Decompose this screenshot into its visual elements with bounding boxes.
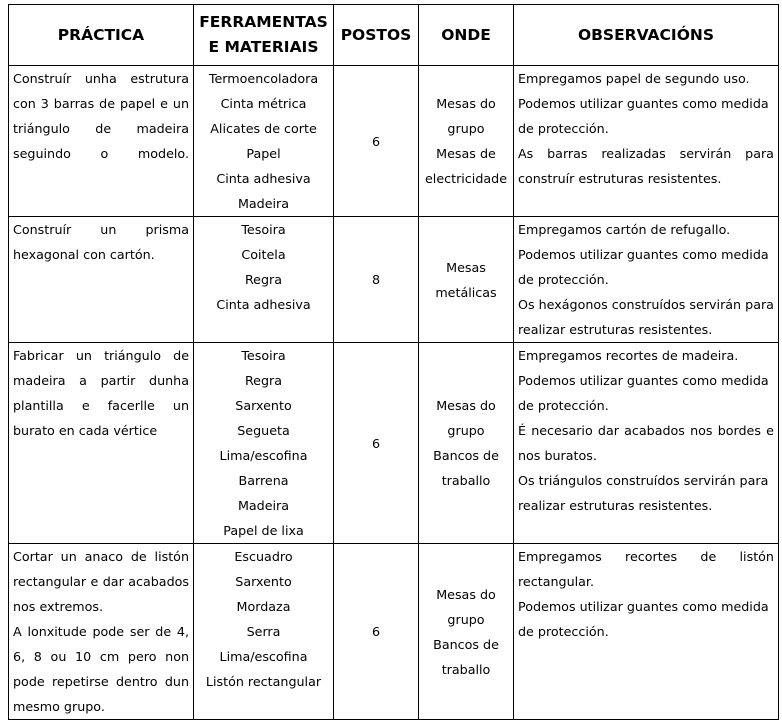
header-ferramentas (194, 5, 334, 66)
onde-line: grupo (447, 423, 485, 438)
ferramenta-item: Termoencoladora (208, 71, 319, 86)
onde-line: grupo (447, 121, 485, 136)
observacion-line: realizar estruturas resistentes. (518, 498, 713, 513)
table-row (9, 217, 779, 343)
onde-line: metálicas (435, 284, 497, 300)
cell-ferramentas (194, 217, 334, 343)
cell-onde (419, 343, 514, 544)
onde-line: Mesas de (436, 146, 496, 161)
table-row (9, 544, 779, 720)
practica-line: plantilla e facerlle un (13, 398, 189, 413)
header-postos: POSTOS (334, 5, 419, 66)
cell-onde (419, 544, 514, 720)
observacion-line: É necesario dar acabados nos bordes e (518, 423, 774, 438)
practica-line: rectangular e dar acabados (13, 574, 189, 589)
onde-line: traballo (441, 661, 491, 677)
cell-practica (9, 217, 194, 343)
ferramenta-item: Escuadro (234, 549, 293, 564)
observacion-line: construír estruturas resistentes. (518, 171, 722, 186)
observacion-line: realizar estruturas resistentes. (518, 322, 713, 337)
cell-postos: 8 (334, 217, 419, 343)
onde-line: Mesas do (436, 96, 496, 111)
practica-line: seguindo o modelo. (13, 146, 189, 161)
ferramenta-item: Lima/escofina (219, 649, 308, 664)
ferramenta-item: Cinta adhesiva (216, 297, 311, 312)
ferramenta-item: Mordaza (236, 599, 291, 614)
ferramenta-item: Segueta (237, 423, 290, 438)
observacion-line: rectangular. (518, 574, 594, 589)
ferramenta-item: Cinta adhesiva (216, 171, 311, 186)
practica-line: madeira a partir dunha (13, 373, 189, 388)
observacion-line: Os hexágonos construídos servirán para (518, 297, 774, 312)
cell-ferramentas (194, 343, 334, 544)
practica-line: Cortar un anaco de listón (13, 549, 189, 564)
cell-practica (9, 343, 194, 544)
cell-onde (419, 66, 514, 217)
ferramenta-item: Serra (246, 624, 281, 639)
cell-onde (419, 217, 514, 343)
practica-line: A lonxitude pode ser de 4, (13, 624, 189, 639)
ferramenta-item: Sarxento (235, 398, 292, 413)
practica-line: pode repetirse dentro dun (13, 674, 189, 689)
ferramenta-item: Madeira (237, 498, 290, 513)
observacion-line: Podemos utilizar guantes como medida (518, 247, 769, 262)
header-practica: PRÁCTICA (9, 5, 194, 66)
observacion-line: de protección. (518, 121, 609, 136)
ferramenta-item: Sarxento (235, 574, 292, 589)
observacion-line: de protección. (518, 624, 609, 639)
practica-line: Construír un prisma (13, 222, 189, 237)
ferramenta-item: Lima/escofina (219, 448, 308, 463)
practica-line: burato en cada vértice (13, 423, 158, 438)
observacion-line: Empregamos recortes de listón (518, 549, 774, 564)
header-ferramentas-line-1: FERRAMENTAS (199, 13, 328, 31)
observacion-line: Os triángulos construídos servirán para (518, 473, 769, 488)
practica-line: Fabricar un triángulo de (13, 348, 189, 363)
page (8, 4, 779, 720)
ferramenta-item: Alicates de corte (210, 121, 317, 136)
observacion-line: As barras realizadas servirán para (518, 146, 774, 161)
ferramenta-item: Papel (246, 146, 281, 161)
cell-postos: 6 (334, 343, 419, 544)
onde-line: Mesas (446, 259, 486, 275)
ferramenta-item: Tesoira (241, 348, 286, 363)
observacion-line: Podemos utilizar guantes como medida (518, 373, 769, 388)
cell-ferramentas (194, 66, 334, 217)
header-row (9, 5, 779, 66)
ferramenta-item: Regra (244, 373, 283, 388)
ferramenta-item: Barrena (238, 473, 289, 488)
ferramenta-item: Madeira (237, 196, 290, 211)
ferramenta-item: Coitela (241, 247, 286, 262)
cell-ferramentas (194, 544, 334, 720)
onde-line: Bancos de (433, 448, 499, 463)
onde-line: grupo (447, 611, 485, 627)
observacion-line: Empregamos papel de segundo uso. (518, 71, 750, 86)
practica-line: Construír unha estrutura (13, 71, 189, 86)
cell-practica (9, 544, 194, 720)
cell-postos: 6 (334, 544, 419, 720)
header-onde: ONDE (419, 5, 514, 66)
observacion-line: Empregamos recortes de madeira. (518, 348, 739, 363)
observacion-line: nos buratos. (518, 448, 597, 463)
cell-practica (9, 66, 194, 217)
practica-line: mesmo grupo. (13, 699, 105, 714)
observacion-line: de protección. (518, 398, 609, 413)
practices-table (8, 4, 779, 720)
onde-line: Bancos de (433, 636, 499, 652)
practica-line: con 3 barras de papel e un (13, 96, 189, 111)
practica-line: nos extremos. (13, 599, 104, 614)
ferramenta-item: Listón rectangular (205, 674, 322, 689)
cell-observacions (514, 544, 779, 720)
onde-line: Mesas do (436, 398, 496, 413)
onde-line: Mesas do (436, 586, 496, 602)
cell-observacions (514, 343, 779, 544)
onde-line: traballo (441, 473, 491, 488)
cell-postos: 6 (334, 66, 419, 217)
header-ferramentas-line-2: E MATERIAIS (208, 38, 319, 56)
header-observacions: OBSERVACIÓNS (514, 5, 779, 66)
table-row (9, 343, 779, 544)
ferramenta-item: Papel de lixa (223, 523, 304, 538)
ferramenta-item: Cinta métrica (220, 96, 307, 111)
ferramenta-item: Tesoira (241, 222, 286, 237)
table-row (9, 66, 779, 217)
cell-observacions (514, 217, 779, 343)
practica-line: triángulo de madeira (13, 121, 189, 136)
observacion-line: Podemos utilizar guantes como medida (518, 96, 769, 111)
ferramenta-item: Regra (244, 272, 283, 287)
observacion-line: de protección. (518, 272, 609, 287)
onde-line: electricidade (424, 171, 508, 186)
observacion-line: Empregamos cartón de refugallo. (518, 222, 731, 237)
table-body (9, 66, 779, 720)
practica-line: 6, 8 ou 10 cm pero non (13, 649, 189, 664)
cell-observacions (514, 66, 779, 217)
practica-line: hexagonal con cartón. (13, 247, 155, 262)
observacion-line: Podemos utilizar guantes como medida (518, 599, 769, 614)
